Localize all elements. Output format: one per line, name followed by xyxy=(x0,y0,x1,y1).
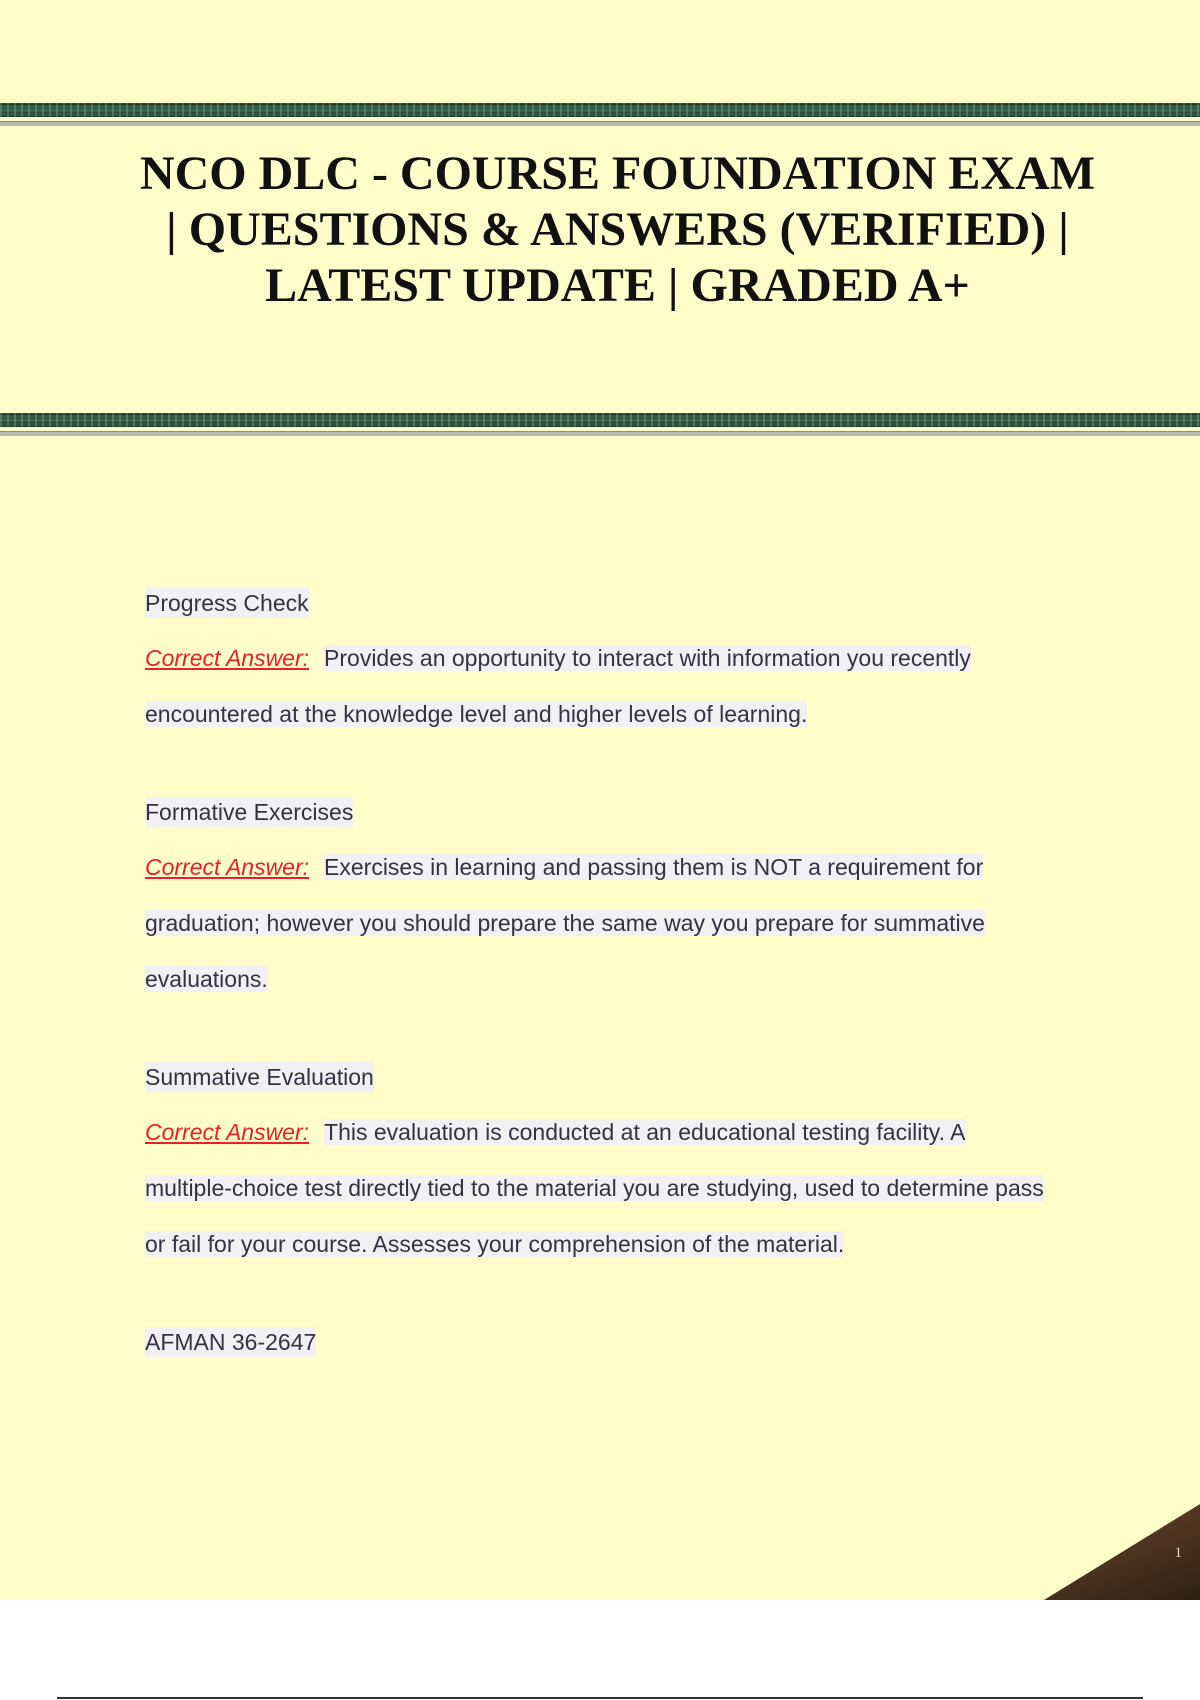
correct-answer-label: Correct Answer: xyxy=(145,1119,310,1145)
footer-divider xyxy=(57,1697,1143,1699)
qa-item xyxy=(145,1062,1045,1272)
document-title: NCO DLC - COURSE FOUNDATION EXAM | QUESTIONS & ANSWERS (VERIFIED) | LATEST UPDATE | GRADED A+ xyxy=(139,147,1096,312)
correct-answer-label: Correct Answer: xyxy=(145,854,310,880)
correct-answer-label: Correct Answer: xyxy=(145,645,310,671)
answer-paragraph xyxy=(145,630,1045,742)
qa-item xyxy=(145,797,1045,1007)
qa-item xyxy=(145,588,1045,742)
reference-code: AFMAN 36-2647 xyxy=(145,1329,317,1355)
answer-paragraph xyxy=(145,839,1045,1007)
qa-content xyxy=(145,588,1045,1357)
page-number: 1 xyxy=(1174,1545,1182,1561)
answer-text: Provides an opportunity to interact with information you recently encountered at the knowledge level and higher levels of learning. xyxy=(145,645,971,727)
answer-paragraph xyxy=(145,1104,1045,1272)
answer-text: This evaluation is conducted at an educational testing facility. A multiple-choice test directly tied to the material you are studying, used to determine pass or fail for your course. Assesses your comprehension of the material. xyxy=(145,1119,1044,1257)
question-text: Formative Exercises xyxy=(145,799,354,825)
question-text: Progress Check xyxy=(145,590,309,616)
answer-text: Exercises in learning and passing them is NOT a requirement for graduation; however you should prepare the same way you prepare for summative evaluations. xyxy=(145,854,985,992)
title-top-rule xyxy=(0,103,1200,117)
title-bottom-rule xyxy=(0,413,1200,427)
question-text: Summative Evaluation xyxy=(145,1064,374,1090)
